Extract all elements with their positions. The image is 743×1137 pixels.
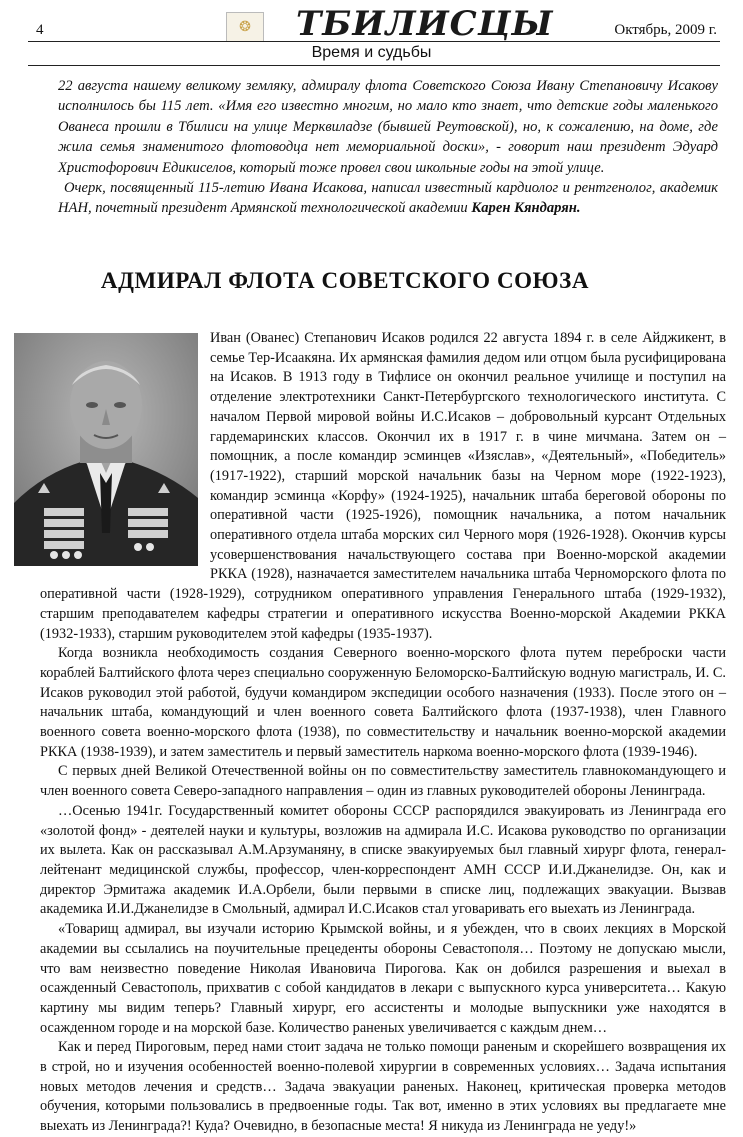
- intro-paragraph: 22 августа нашему великому земляку, адмиралу флота Советского Союза Ивану Степановичу Исакову исполнилось бы 115 лет. «Имя его известно многим, но мало кто знает, что детские годы маленького Ованеса прошли в Тбилиси на улице Мерквиладзе (бывшей Реутовской), но, к сожалению, на доме, где жила семья знаменитого флотоводца нет мемориальной доски», - говорит наш президент Эдуард Христофорович Едикиселов, который тоже провел свои школьные годы на этой улице.: [58, 78, 718, 176]
- body-paragraph: С первых дней Великой Отечественной войны он по совместительству заместитель главнокомандующего и член военного совета Северо-западного направления – один из главных руководителей обороны Ленинграда.: [40, 763, 726, 800]
- intro-credit-text: Очерк, посвященный 115-летию Ивана Исакова, написал известный кардиолог и рентгенолог, академик НАН, почетный президент Армянской технологической академии: [58, 180, 718, 217]
- body-paragraph: Когда возникла необходимость создания Северного военно-морского флота путем переброски части кораблей Балтийского флота через специально сооруженную Беломорско-Балтийскую водную магистраль, И. С. Исаков руководил этой работой, будучи командиром экспедиции особого назначения (1933). После этого он – начальник штаба, командующий и член военного совета Балтийского флота (1937-1938), член Главного военного совета военно-морского флота (1938), по совместительству и начальник военно-морской академии РККА (1938-1939), и затем заместитель и первый заместитель наркома военно-морского флота (1939-1946).: [40, 645, 726, 760]
- author-name: Карен Кяндарян.: [471, 200, 581, 217]
- page-header: [0, 0, 743, 68]
- body-paragraph: …Осенью 1941г. Государственный комитет обороны СССР распорядился эвакуировать из Ленинграда его «золотой фонд» - деятелей науки и культуры, возложив на адмирала И.С. Исакова руководство по организации их вылета. Как он рассказывал А.М.Арзуманяну, в списке эвакуируемых был главный хирург флота, генерал-лейтенант медицинской службы, профессор, член-корреспондент АМН СССР И.И.Джанелидзе. Он, как и директор Эрмитажа академик И.А.Орбели, были первыми в списке лиц, подлежащих эвакуации. Вызвав академика И.И.Джанелидзе в Смольный, адмирал И.С.Исаков стал уговаривать его выехать из Ленинграда.: [40, 802, 726, 918]
- header-top-rule: [28, 41, 720, 42]
- issue-date: Октябрь, 2009 г.: [614, 22, 717, 38]
- body-paragraph: «Товарищ адмирал, вы изучали историю Крымской войны, и я убежден, что в своих лекциях в Морской академии вы ссылались на поучительные прецеденты обороны Севастополя… Поэтому не допускаю мысли, что вам неизвестно поведение Николая Ивановича Пирогова. Как он добился разрешения и выехал в осажденный Севастополь, прихватив с собой кандидатов в лекари с выпускного курса университета… Какую картину мы видим теперь? Главный хирург, его ассистенты и молодые выпускники уже находятся в осажденном городе и на морской базе. Количество раненых увеличивается с каждым днем…: [40, 921, 726, 1036]
- section-title: Время и судьбы: [311, 44, 432, 61]
- page-number: 4: [36, 22, 44, 38]
- newspaper-emblem-icon: ❂: [226, 12, 264, 42]
- body-paragraph: Как и перед Пироговым, перед нами стоит задача не только помощи раненым и скорейшего возвращения их в строй, но и изучения особенностей военно-полевой хирургии в современных условиях… Задача испытания новых методов лечения и средств… Задача эвакуации раненых. Наконец, критическая проверка методов обучения, которыми пользовались в предвоенные годы. Так вот, именно в этих условиях вы предлагаете мне выехать из Ленинграда?! Куда? Очевидно, в безопасные места! Я никуда из Ленинграда не уеду!»: [40, 1039, 726, 1135]
- article-title: АДМИРАЛ ФЛОТА СОВЕТСКОГО СОЮЗА: [100, 268, 590, 293]
- intro-text: [58, 76, 718, 219]
- intro-credit: [58, 178, 718, 219]
- article-body: [40, 329, 726, 1137]
- photo-spacer: [40, 329, 210, 567]
- header-bottom-rule: [28, 65, 720, 66]
- body-paragraph: Иван (Ованес) Степанович Исаков родился 22 августа 1894 г. в селе Айджикент, в семье Тер-Исаакяна. Их армянская фамилия дедом или отцом была русифицирована на Исаков. В 1913 году в Тифлисе он окончил реальное училище и поступил на отделение электротехники Санкт-Петербургского технологического института. С началом Первой мировой войны И.С.Исаков – добровольный курсант Отдельных гардемаринских классов. Окончил их в 1917 г. в чине мичмана. Затем он – помощник, а после командир эсминцев «Изяслав», «Деятельный», «Победитель» (1917-1922), старший морской начальник базы на Черном море (1922-1923), командир эсминца «Корфу» (1924-1925), начальник штаба береговой обороны по оперативной части (1925-1926), помощник начальника, а потом начальник оперативного отдела штаба морских сил Черного моря (1926-1928). Окончив курсы усовершенствования начальствующего состава при Военно-морской академии РККА (1928), назначается заместителем начальника штаба Черноморского флота по оперативной части (1928-1929), сотрудником оперативного управления Генерального штаба (1929-1932), старшим преподавателем кафедры стратегии и оперативного искусства Военно-морской Академии РККА (1932-1933), старшим руководителем этой кафедры (1935-1937).: [40, 330, 726, 642]
- masthead: ТБИЛИСЦЫ: [296, 4, 554, 44]
